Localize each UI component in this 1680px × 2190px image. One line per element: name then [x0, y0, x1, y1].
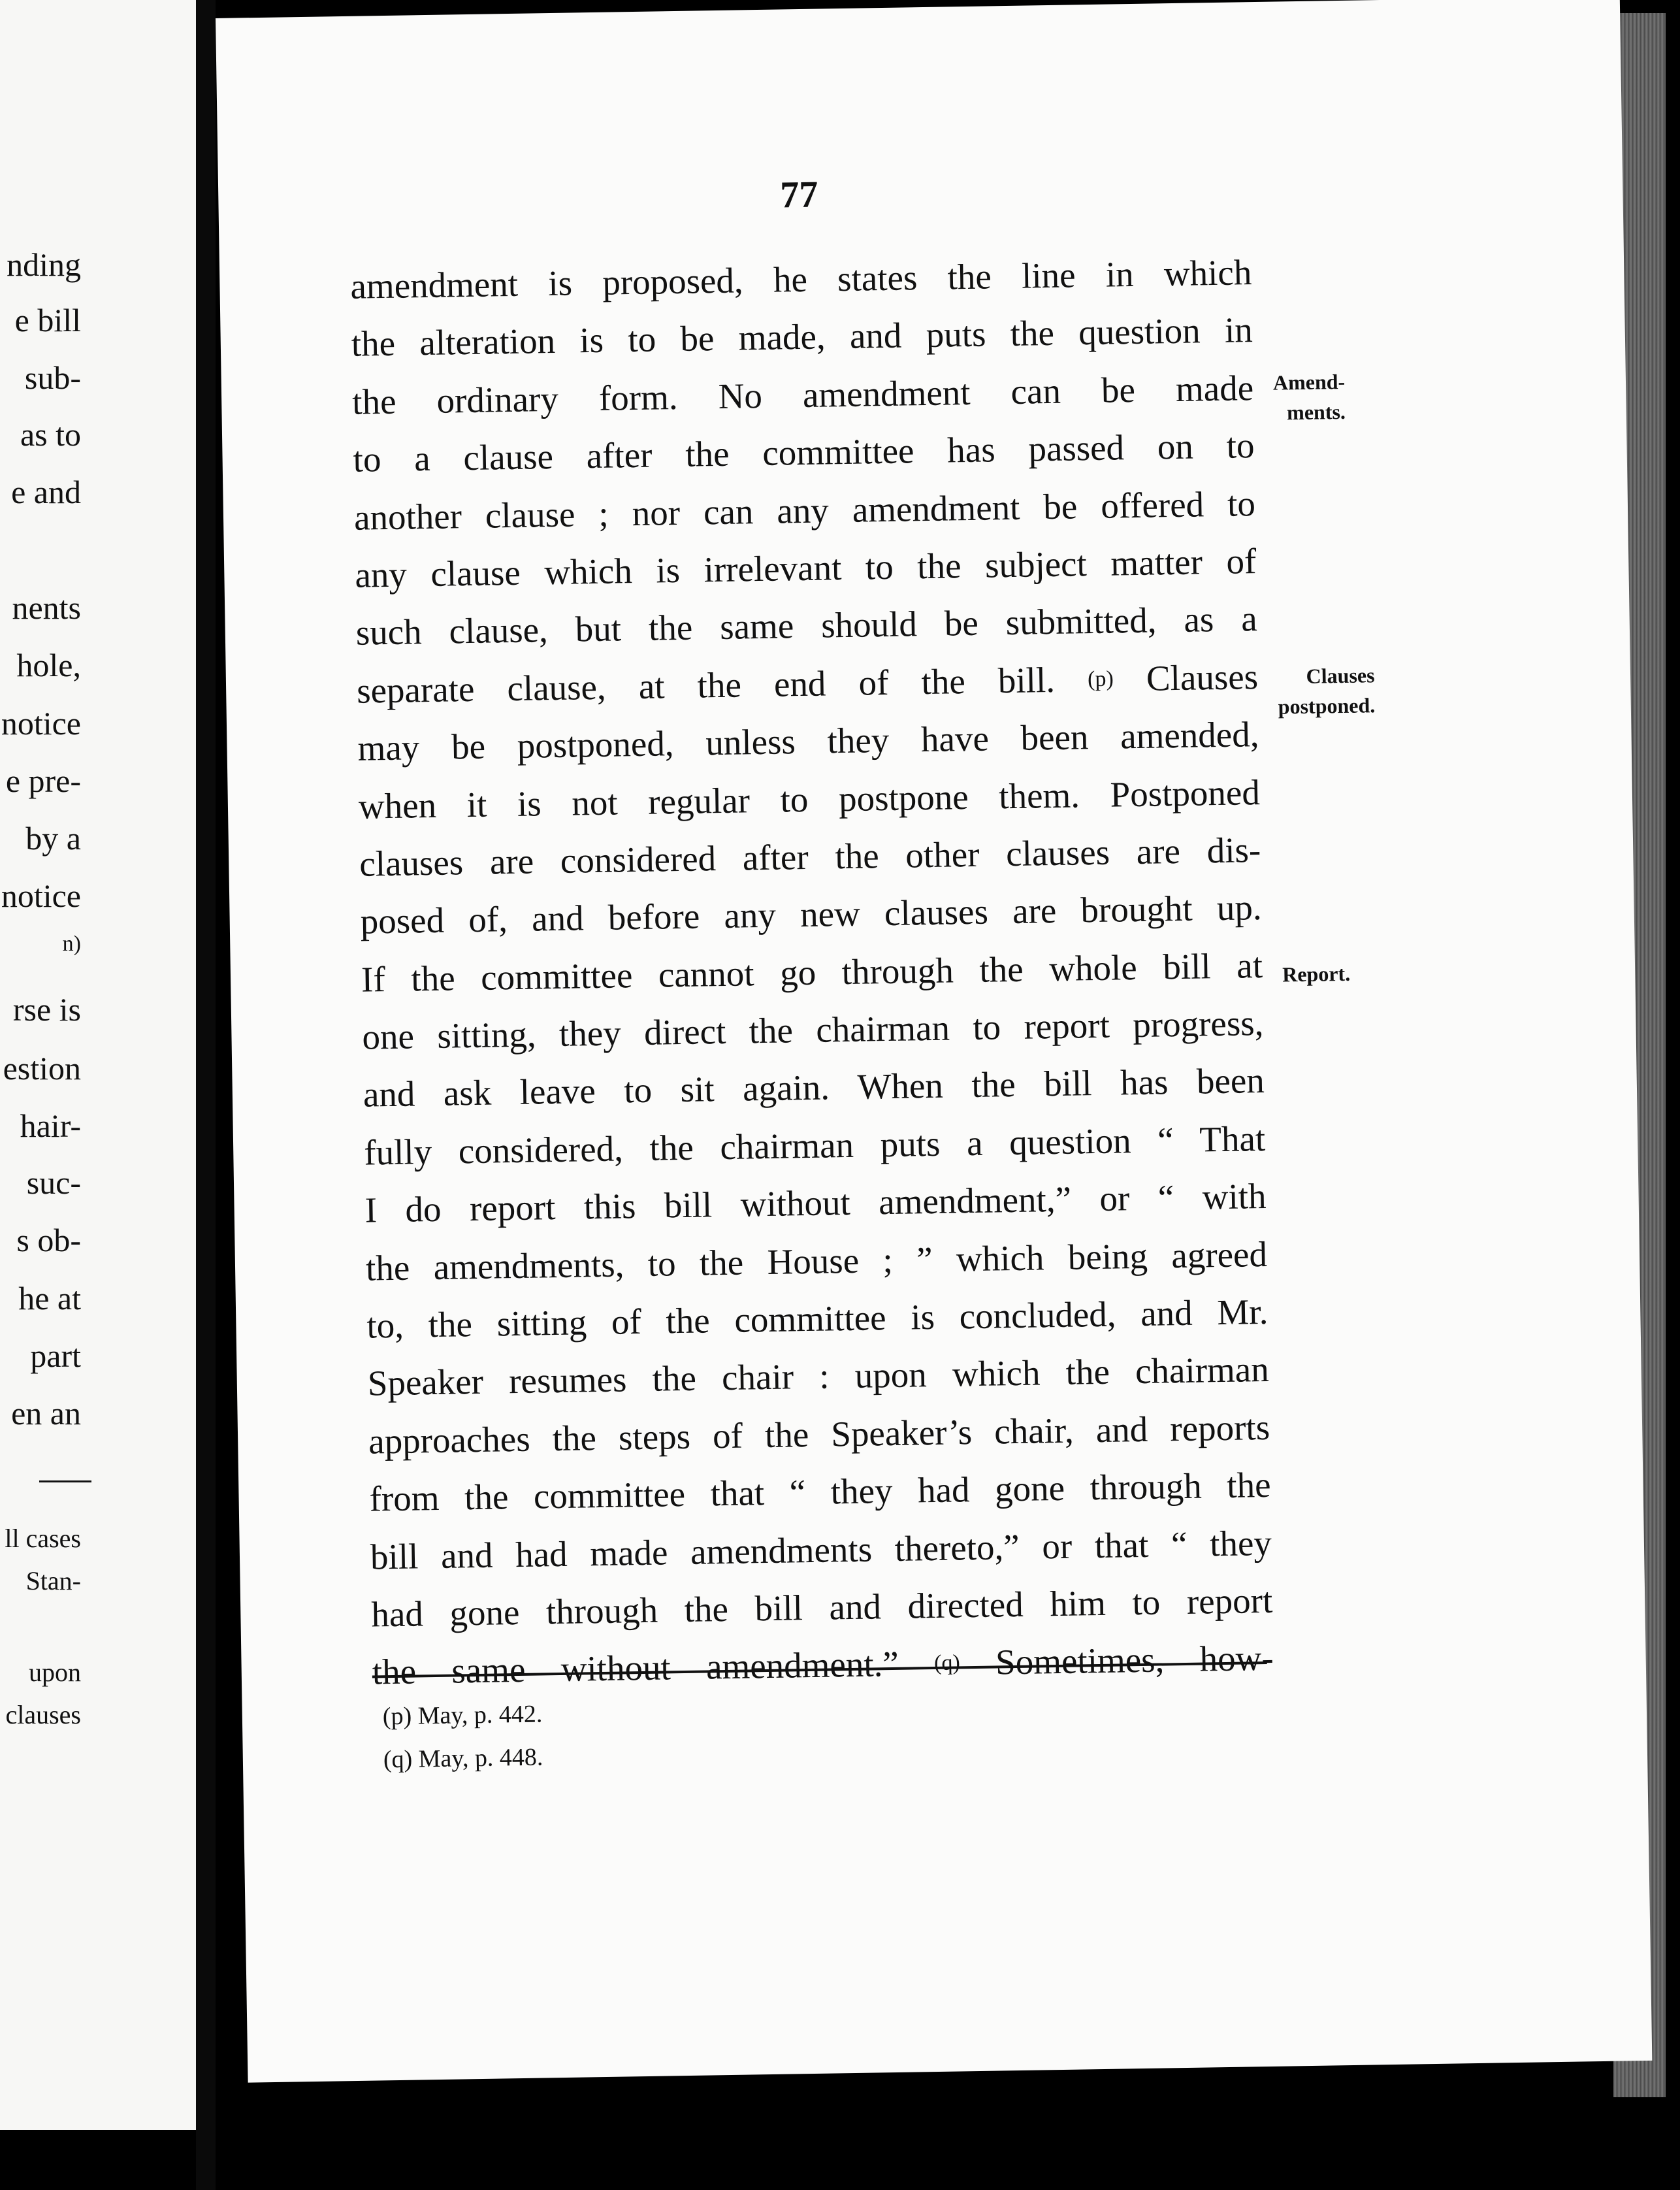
left-footnote-rule [39, 1480, 91, 1482]
text-line: such clause, but the same should be submitted, as a [355, 598, 1258, 653]
text-line: one sitting, they direct the chairman to report progress, [362, 1003, 1264, 1057]
left-footnote-line: clauses [5, 1700, 81, 1729]
left-page-line: n) [62, 932, 81, 956]
text-line: may be postponed, unless they have been amended, [357, 714, 1259, 768]
left-page-line: nents [12, 589, 81, 626]
footnote-reference-q: (q) [933, 1650, 961, 1676]
text-line: posed of, and before any new clauses are brought up. [360, 887, 1263, 941]
left-page-line: part [30, 1337, 81, 1374]
book-page [216, 0, 1652, 2083]
left-page-line: hole, [16, 647, 81, 683]
text-line: to a clause after the committee has passed on to [353, 425, 1255, 480]
left-page-line: notice [1, 877, 81, 914]
margin-note-line: Report. [1282, 961, 1351, 987]
footnote-p: (p) May, p. 442. [382, 1700, 543, 1731]
text-line: bill and had made amendments thereto,” or that “ they [370, 1522, 1272, 1577]
left-footnote-line: Stan- [25, 1566, 81, 1595]
previous-page-fragment [0, 0, 200, 2130]
left-page-line: notice [1, 705, 81, 742]
text-line: the alteration is to be made, and puts the question in [351, 310, 1253, 365]
footnote-reference-p: (p) [1087, 666, 1114, 691]
page-number: 77 [779, 172, 818, 216]
left-page-line: by a [25, 820, 81, 857]
left-page-line: e bill [14, 302, 81, 338]
left-footnote-line: upon [29, 1658, 81, 1687]
margin-note-report [1282, 958, 1351, 990]
text-line: the amendments, to the House ; ” which being agreed [365, 1234, 1268, 1288]
left-page-line: e and [11, 474, 81, 510]
text-line-part: Sometimes, how- [995, 1638, 1274, 1682]
text-line: from the committee that “ they had gone through the [369, 1465, 1271, 1519]
margin-note-line: Clauses [1306, 663, 1375, 688]
left-footnote-line: ll cases [5, 1524, 81, 1553]
left-page-line: he at [18, 1280, 81, 1316]
text-line-part: separate clause, at the end of the bill. [356, 659, 1056, 711]
left-page-line: suc- [26, 1164, 81, 1201]
text-line: Speaker resumes the chair : upon which the chairman [367, 1349, 1270, 1404]
text-line: the ordinary form. No amendment can be made [351, 367, 1254, 422]
left-page-line: en an [11, 1395, 81, 1431]
text-line-part: the same without amendment.” [372, 1644, 899, 1692]
left-page-line: nding [7, 246, 81, 283]
margin-note-line: postponed. [1278, 693, 1376, 719]
margin-note-line: Amend- [1272, 369, 1346, 395]
text-line: when it is not regular to postpone them. Postponed [358, 772, 1261, 826]
book-gutter [196, 0, 216, 2190]
footnote-q: (q) May, p. 448. [383, 1743, 543, 1774]
text-line: approaches the steps of the Speaker’s chair, and reports [368, 1407, 1270, 1462]
left-page-line: sub- [24, 359, 81, 396]
text-line: clauses are considered after the other clauses are dis- [359, 829, 1261, 884]
text-line: had gone through the bill and directed him to report [370, 1580, 1273, 1635]
text-line: amendment is proposed, he states the line in which [349, 252, 1252, 306]
text-line: fully considered, the chairman puts a question “ That [363, 1118, 1266, 1173]
text-line-part: Clauses [1146, 656, 1259, 698]
text-line: I do report this bill without amendment,” or “ with [364, 1176, 1267, 1230]
left-page-line: e pre- [5, 762, 81, 799]
margin-note-amendments [1273, 367, 1346, 428]
left-page-line: s ob- [16, 1222, 81, 1258]
margin-note-clauses-postponed [1278, 660, 1376, 721]
text-line: another clause ; nor can any amendment be offered to [353, 483, 1256, 538]
body-text [350, 244, 1274, 1701]
text-line: any clause which is irrelevant to the subject matter of [354, 541, 1257, 595]
footnotes [382, 1692, 543, 1781]
left-page-line: estion [3, 1050, 81, 1087]
margin-note-line: ments. [1286, 399, 1346, 425]
text-line: If the committee cannot go through the whole bill at [361, 945, 1263, 1000]
text-line: to, the sitting of the committee is concluded, and Mr. [366, 1291, 1268, 1346]
left-page-line: hair- [20, 1107, 81, 1144]
left-page-line: as to [20, 416, 81, 453]
left-page-line: rse is [12, 991, 81, 1028]
text-line: and ask leave to sit again. When the bill has been [363, 1060, 1265, 1115]
